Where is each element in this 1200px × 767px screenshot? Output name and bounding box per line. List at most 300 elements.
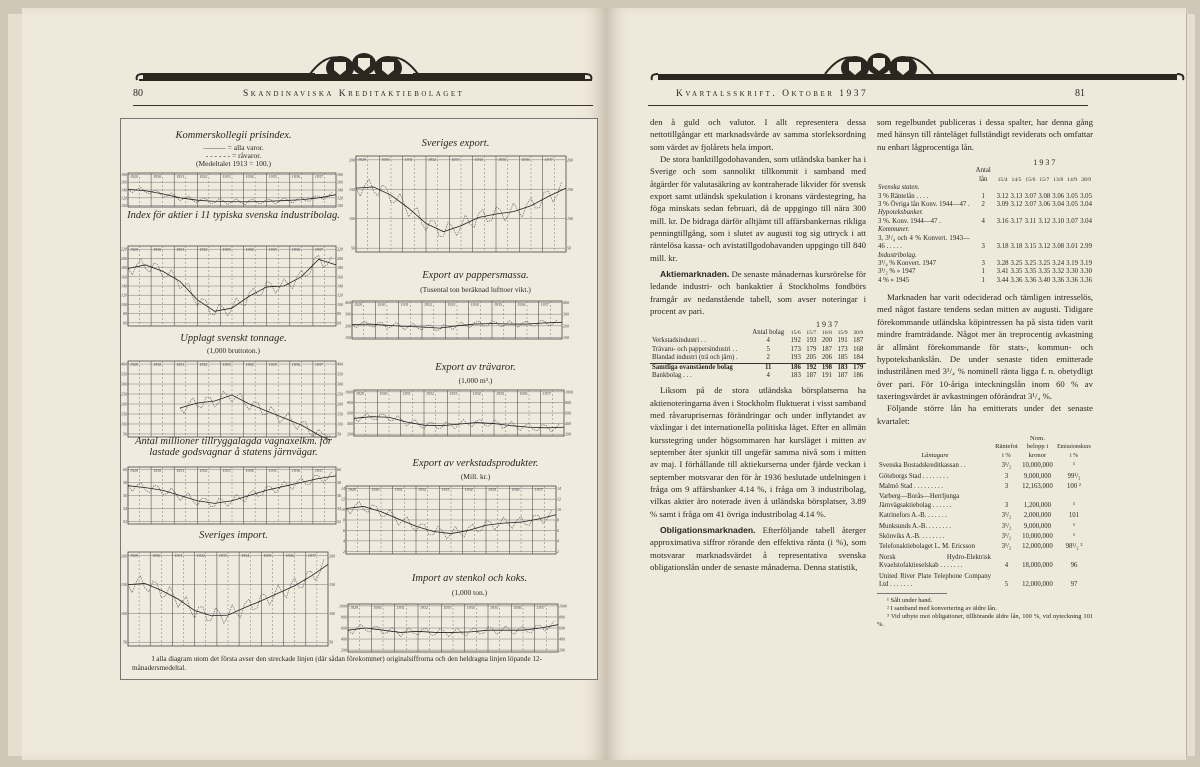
year-label: 1931 [174,553,183,558]
year-label: 1934 [245,362,254,367]
year-label: 1929 [130,362,138,367]
y-tick-label-left: 80 [123,311,127,317]
nominal-amount: 12,000,000 [1022,581,1053,588]
loan-count: 1 [981,276,985,284]
year-label: 1936 [291,362,300,367]
cell-value: 187 [806,371,817,379]
cell-value: 3.36 [1066,276,1079,284]
cell-value: 206 [821,354,833,362]
cell-value: 3.15 [1024,243,1037,251]
table-header-row [877,167,1093,184]
chart-frame [128,552,328,646]
y-tick-label-left: 120 [121,292,127,298]
borrower: Varberg—Borås—Herrljunga Järnvägsaktiebolag . . . . . . [879,493,960,509]
line-chart [116,245,354,329]
year-label: 1930 [153,362,162,367]
cell-value: 200 [821,337,833,345]
chart-title: Export av verkstadsprodukter. [412,458,539,469]
year-label: 1935 [268,247,277,252]
year-label: 1931 [176,468,185,473]
year-label: 1935 [268,468,277,473]
year-label: 1929 [358,157,366,162]
year-label: 1932 [199,174,208,179]
y-tick-label-left: 200 [349,157,355,163]
cell-value: 3.32 [1052,268,1065,276]
y-tick-label-right: 200 [329,553,335,559]
cell-value: 3.12 [1038,243,1051,251]
cell-value: 3.28 [996,259,1009,267]
company-count: 4 [766,371,770,379]
y-tick-label-left: 600 [341,625,347,631]
y-tick-label-right: 56 [337,493,341,498]
borrower: Norsk Hydro-Elektrisk Kvaelstofaktieselskab . . . . . . . [879,553,991,570]
y-tick-label-right: 600 [565,410,571,416]
cell-value: 3.11 [1024,217,1037,225]
line-chart [344,155,584,255]
group-heading: Industribolag. [878,251,917,259]
interest-rate: 3¹/₂ [1001,462,1012,470]
y-tick-label-right: 50 [567,245,571,251]
column-header: Nom. belopp i kronor [1026,434,1049,459]
y-tick-label-left: 180 [121,172,127,177]
y-tick-label-left: 100 [349,216,355,222]
y-tick-label-right: 300 [563,311,569,317]
year-label: 1937 [314,468,323,473]
date-header: 15/7 [806,329,817,336]
y-tick-label-left: 150 [121,582,127,588]
year-label: 1933 [222,362,231,367]
table-header-row [650,329,866,337]
column-header: Emissionskurs i % [1057,444,1091,459]
column-header: Räntefot i % [995,443,1018,459]
y-tick-label-right: 12 [557,496,561,502]
y-tick-label-left: 220 [121,246,127,252]
row-label: Blandad industri (trä och järn) . [652,354,738,362]
year-label: 1937 [536,605,545,610]
year-label: 1937 [534,487,543,492]
y-tick-label-right: 160 [337,179,343,185]
y-tick-label-right: 6 [557,527,559,533]
y-tick-label-left: 14 [341,486,345,492]
interest-rate: 3 [1004,501,1009,509]
cell-value: 193 [806,337,817,345]
cell-value: 192 [806,363,817,371]
nominal-amount: 9,000,000 [1023,522,1052,530]
cell-value: 187 [853,337,864,345]
y-tick-label-left: 54 [123,506,127,512]
y-tick-label-right: 150 [567,186,573,192]
paragraph: som regelbundet publiceras i dessa spalter, har denna gång med hänsyn till ränteläget fullständigt reviderats och omfattar nu enbart lågprocentiga lån. [877,117,1093,152]
y-tick-label-right: 52 [337,519,341,525]
year-label: 1934 [464,487,473,492]
year-label: 1934 [472,391,481,396]
cell-value: 184 [853,354,864,362]
y-tick-label-right: 200 [563,323,569,329]
line-chart [116,172,354,210]
cell-value: 198 [821,363,833,371]
y-tick-label-right: 100 [337,421,343,427]
section-heading-aktiemarknaden: Aktiemarknaden. [660,269,730,280]
cell-value: 3.30 [1066,268,1079,276]
cell-value: 3.18 [1010,243,1023,251]
year-label: 1930 [153,247,162,252]
borrower: Skönviks A.-B. . . . . . . . [879,532,945,540]
date-header: 15/9 [837,329,848,336]
company-count: 5 [766,345,770,353]
y-tick-label-left: 800 [347,399,353,405]
y-tick-label-left: 1000 [345,389,353,395]
page-number-right: 81 [1075,88,1085,99]
issue-price: ¹ [1072,522,1076,530]
y-tick-label-left: 300 [121,381,127,387]
issue-price: 98¹/₂ ³ [1065,543,1083,551]
y-tick-label-right: 60 [337,320,341,326]
cell-value: 3.10 [1052,217,1065,225]
cell-value: 3.19 [1080,259,1092,267]
year-label: 1935 [496,391,504,396]
year-label: 1932 [199,247,208,252]
issue-price: ¹ [1072,501,1076,509]
table-row [877,481,1093,491]
ornament-rule-left [135,52,593,88]
y-tick-label-right: 54 [337,506,341,512]
interest-rate: 3 [1004,482,1009,490]
y-tick-label-right: 200 [337,255,343,261]
cell-value: 179 [853,363,864,371]
cell-value: 3.36 [1052,276,1065,284]
interest-rate: 5 [1004,581,1009,588]
year-label: 1933 [449,391,458,396]
cell-value: 3.36 [1024,276,1037,284]
year-label: 1929 [130,553,138,558]
year-label: 1931 [404,157,413,162]
year-label: 1936 [291,247,300,252]
y-tick-label-left: 12 [341,496,345,502]
cell-value: 183 [837,363,848,371]
y-tick-label-right: 14 [557,486,561,492]
cell-value: 3.17 [1010,217,1023,225]
table-row [877,235,1093,252]
y-tick-label-right: 200 [565,431,571,437]
issue-price: 101 [1068,512,1080,520]
y-tick-label-right: 1000 [559,603,567,609]
row-label: 3 % Övriga lån Konv. 1944—47 . [878,201,970,209]
y-tick-label-left: 10 [341,507,345,513]
interest-rate: 3¹/₂ [1001,532,1012,540]
chart-legend-entry: - - - - - - = råvaror. [205,151,262,160]
year-label: 1935 [488,487,496,492]
nominal-amount: 1,200,000 [1023,501,1052,509]
borrower: Malmö Stad . . . . . . . . . [879,482,944,490]
cell-value: 3.18 [996,243,1009,251]
y-tick-label-right: 80 [337,311,341,317]
table-row [877,491,1093,510]
footnote-rule [877,593,947,594]
chart-subtitle: (Tusental ton beräknad lufttoer vikt.) [420,285,531,294]
year-label: 1936 [521,157,530,162]
cell-value: 3.36 [1010,276,1023,284]
text-column-1 [650,116,866,574]
year-label: 1937 [314,174,323,179]
table-row [877,521,1093,531]
running-head-left: Skandinaviska Kreditaktiebolaget [243,89,465,99]
row-label: Bankbolag . . . [652,371,692,379]
row-label: 3, 3¹/₄ och 4 % Konvert. 1943—46 . . . . . [878,234,970,251]
issue-price: 97 [1070,581,1078,588]
year-label: 1937 [314,247,323,252]
y-tick-label-right: 180 [337,172,343,177]
cell-value: 3.08 [1038,192,1051,200]
cell-value: 192 [790,337,801,345]
year-label: 1932 [426,391,434,396]
cell-value: 3.35 [1038,268,1051,276]
year-label: 1930 [152,553,161,558]
y-tick-label-left: 60 [123,466,127,472]
y-tick-label-right: 800 [559,614,565,620]
year-label: 1934 [474,157,483,162]
year-label: 1930 [377,302,386,307]
cell-value: 3.04 [1080,217,1092,225]
chart-legend-entry: ——— = alla varor. [203,143,264,152]
y-tick-label-right: 100 [329,610,335,616]
y-tick-label-left: 800 [341,614,347,620]
year-label: 1935 [490,605,498,610]
table-row [650,346,866,354]
y-tick-label-left: 400 [341,636,347,642]
y-tick-label-left: 200 [121,401,127,407]
y-tick-label-right: 200 [559,647,565,653]
section-heading-obligationsmarknaden: Obligationsmarknaden. [660,525,756,536]
cell-value: 3.08 [1052,243,1065,251]
year-label: 1930 [153,468,162,473]
year-label: 1934 [470,302,479,307]
y-tick-label-right: 400 [559,636,565,642]
year-label: 1937 [544,157,553,162]
borrower: Munksunds A.-B. . . . . . . . [879,522,951,530]
y-tick-label-left: 56 [123,493,127,498]
cell-value: 3.24 [1052,259,1065,267]
y-tick-label-left: 52 [123,519,127,525]
cell-value: 3.25 [1010,259,1023,267]
year-label: 1930 [381,157,390,162]
text-column-2 [877,116,1093,629]
y-tick-label-left: 50 [351,245,355,251]
paragraph: Liksom på de stora utländska börsplatserna ha aktienoteringarna även i Stockholm fluktuerat i visst samband med råvaruprisernas förändringar och under inflytandet av växlingar i det internationella politiska läget. Efter en allmän kursstegring under högsommaren har kursläget i mitten av september åter sjunkit till ungefär samma nivå som i mitten av maj. I förhållande till aktiekurserna under fjärde veckan i september motsvarar den för år 1936 beslutade utdelningen i fråga om 9 affärsbanker 4.14 %, i fråga om 3 industribolag, vilkas aktier äro noterade även å utländska börsplatser, 3.89 % samt i fråga om 41 övriga industribolag 4.14 %. [650,385,866,519]
year-label: 1929 [354,302,362,307]
loan-count: 1 [981,192,985,200]
cell-value: 3.25 [1038,259,1051,267]
cell-value: 3.05 [1080,192,1092,200]
chart-subtitle: (Mill. kr.) [460,472,491,481]
cell-value: 3.12 [996,192,1009,200]
cell-value: 173 [790,345,801,353]
chart-title: Export av trävaror. [435,362,516,373]
cell-value: 3.13 [1010,192,1023,200]
running-head-right: Kvartalsskrift. Oktober 1937 [676,89,869,99]
year-label: 1937 [542,391,551,396]
charts-footnote: I alla diagram utom det första avser den streckade linjen (där sådan förekommer) originalsiffrorna och den heldragna linjen löpande 12-månadersmedeltal. [132,655,543,672]
year-label: 1931 [402,391,411,396]
nominal-amount: 10,000,000 [1022,532,1053,540]
year-label: 1934 [245,174,254,179]
y-tick-label-left: 200 [121,553,127,559]
line-chart [334,485,574,557]
date-header: 30/9 [1081,176,1092,183]
cell-value: 191 [837,337,848,345]
date-header: 15/6 [790,329,801,336]
footnote: ² I samband med konvertering av äldre lån. [887,605,997,613]
cell-value: 3.12 [1010,201,1023,209]
chart-title: Upplagt svenskt tonnage. [180,333,287,344]
y-tick-label-right: 400 [563,300,569,306]
cell-value: 3.40 [1038,276,1051,284]
line-chart [336,603,576,655]
cell-value: 3.07 [1024,192,1037,200]
year-label: 1935 [268,174,277,179]
line-chart [342,389,582,439]
y-tick-label-left: 300 [345,311,351,317]
cell-value: 3.35 [1010,268,1023,276]
year-label: 1937 [314,362,323,367]
chart-subtitle: (Medeltalet 1913 = 100.) [195,159,272,168]
y-tick-label-right: 50 [337,431,341,437]
y-tick-label-left: 100 [345,334,351,340]
header-rule-right [648,105,1088,106]
year-label: 1931 [394,487,403,492]
nominal-amount: 12,163,000 [1022,482,1053,490]
date-header: 14/5 [1011,176,1022,183]
y-tick-label-left: 58 [123,479,127,485]
cell-value: 3.01 [1066,243,1079,251]
row-label: Verkstadsindustri . . [652,337,706,345]
table-row [877,260,1093,268]
year-label: 1935 [494,302,502,307]
issue-price: 99¹/₂ [1067,472,1081,480]
interest-rate: 3¹/₂ [1001,512,1012,520]
year-label: 1933 [447,302,456,307]
table-row [877,460,1093,470]
y-tick-label-right: 150 [337,411,343,417]
year-label: 1936 [517,302,526,307]
cell-value: 179 [806,345,817,353]
paragraph: De senaste månadernas kursrörelse för ledande industri- och bankaktier å Stockholms fondbörs framgår av nedanstående tabell, som avser noteringar i procent av pari. [650,269,866,317]
y-tick-label-right: 4 [557,538,559,544]
y-tick-label-right: 100 [337,301,343,307]
header-rule-left [133,105,593,106]
year-label: 1932 [199,468,208,473]
year-label: 1934 [245,247,254,252]
cell-value: 3.30 [1080,268,1092,276]
cell-value: 2.99 [1080,243,1092,251]
y-tick-label-left: 100 [121,203,127,209]
year-label: 1930 [373,605,382,610]
issue-price: ¹ [1072,532,1076,540]
y-tick-label-right: 140 [337,187,343,193]
cell-value: 3.41 [996,268,1009,276]
y-tick-label-left: 50 [123,639,127,645]
column-header: Låntagare [921,451,949,459]
cell-value: 191 [821,371,833,379]
y-tick-label-right: 100 [337,203,343,209]
date-header: 15/7 [1039,176,1050,183]
original-series-line [356,179,562,236]
y-tick-label-right: 100 [567,216,573,222]
y-tick-label-left: 600 [347,410,353,416]
table-row [877,268,1093,276]
cell-value: 3.07 [1024,201,1037,209]
table-row [877,201,1093,209]
nominal-amount: 2,000,000 [1023,512,1052,520]
y-tick-label-right: 2 [557,548,559,554]
y-tick-label-right: 250 [337,391,343,397]
borrower: Göteborgs Stad . . . . . . . . [879,472,949,480]
moving-average-line [128,189,336,202]
cell-value: 3.05 [1066,201,1079,209]
stock-index-table [650,321,866,381]
footnote: ¹ Sålt under hand. [887,597,933,605]
year-label: 1933 [218,553,227,558]
interest-rate: 3¹/₂ [1001,522,1012,530]
y-tick-label-right: 200 [337,401,343,407]
year-label: 1936 [285,553,294,558]
y-tick-label-left: 140 [121,187,127,193]
nominal-amount: 12,000,000 [1022,543,1053,551]
year-label: 1934 [245,468,254,473]
y-tick-label-left: 400 [121,361,127,367]
table-row [877,218,1093,226]
year-header: 1 9 3 7 [815,319,838,329]
year-label: 1936 [291,468,300,473]
borrower: Telefonaktiebolaget L. M. Ericsson [879,543,975,551]
company-count: 4 [766,337,770,345]
interest-rate: 3¹/₂ [1001,543,1012,551]
year-label: 1933 [451,157,460,162]
table-row [877,277,1093,285]
y-tick-label-right: 300 [337,381,343,387]
y-tick-label-right: 100 [563,334,569,340]
cell-value: 3.36 [1080,276,1092,284]
chart-title: Index för aktier i 11 typiska svenska industribolag. [127,210,340,221]
year-label: 1936 [519,391,528,396]
issue-price: 100 ² [1067,482,1081,490]
cell-value: 3.04 [1052,201,1065,209]
year-label: 1929 [130,247,138,252]
year-label: 1933 [222,174,231,179]
y-tick-label-left: 120 [121,195,127,201]
year-label: 1932 [420,605,428,610]
row-label: 3¹/₂ % » 1947 [878,268,916,276]
y-tick-label-left: 6 [343,527,345,533]
y-tick-label-right: 180 [337,265,343,271]
cell-value: 3.07 [1066,217,1079,225]
paragraph: Efterföljande tabell återger approximativa siffror rörande den effektiva ränta (i %), som motsvarar marknadsvärdet å representativa svenska obligationslån under de senaste månaderna. Denna statistik, [650,525,867,573]
year-label: 1936 [513,605,522,610]
y-tick-label-left: 140 [121,283,127,289]
cell-value: 3.05 [1066,192,1079,200]
row-label: Trävaru- och pappersindustri . . [652,345,738,353]
y-tick-label-right: 50 [329,639,333,645]
table-row [877,571,1093,590]
y-tick-label-right: 120 [337,292,343,298]
table-row [650,337,866,345]
row-label: 3 % Räntelån . . . . [878,192,929,200]
company-count: 2 [766,354,770,362]
row-label: 4 % » 1945 [878,276,910,284]
chart-subtitle: (1,000 m³.) [458,376,493,385]
table-row [877,531,1093,541]
row-label: 3 %. Konv. 1944—47 . [878,217,941,225]
y-tick-label-left: 100 [121,301,127,307]
